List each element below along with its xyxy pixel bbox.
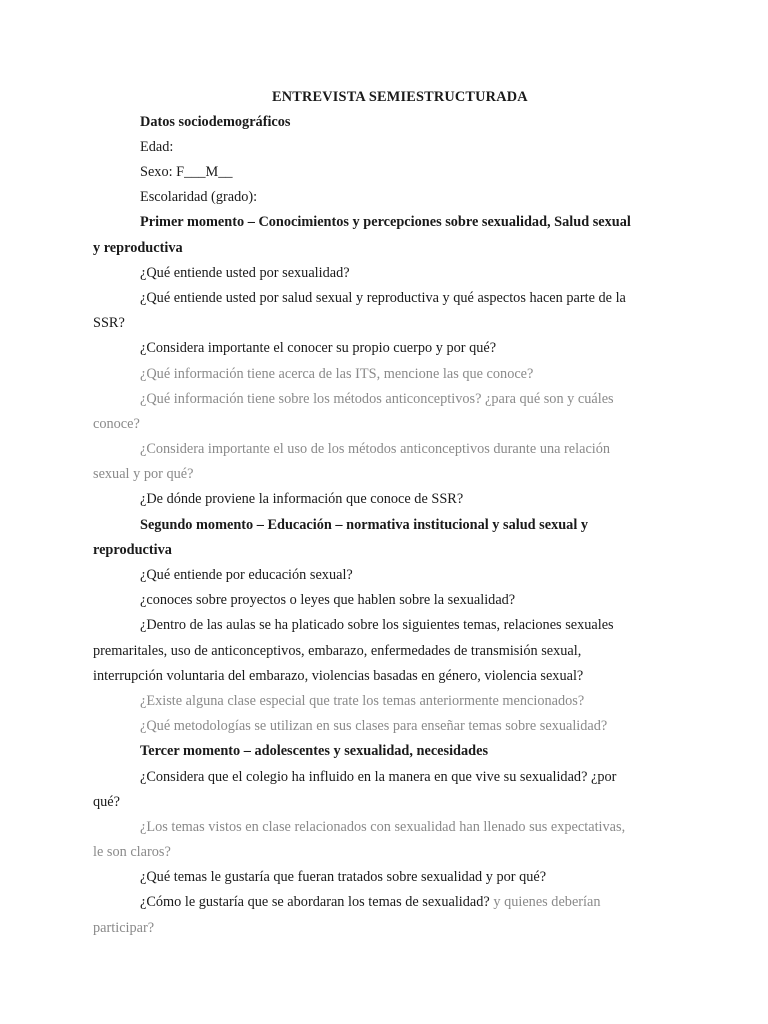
- section1-question: ¿De dónde proviene la información que conoce de SSR?: [140, 491, 464, 507]
- document-title: ENTREVISTA SEMIESTRUCTURADA: [272, 89, 528, 105]
- section2-question-cont: interrupción voluntaria del embarazo, violencias basadas en género, violencia sexual?: [93, 668, 584, 684]
- section3-question-faded: ¿Los temas vistos en clase relacionados con sexualidad han llenado sus expectativas,: [140, 819, 626, 835]
- section2-heading-cont: reproductiva: [93, 542, 172, 558]
- section2-question-cont: premaritales, uso de anticonceptivos, embarazo, enfermedades de transmisión sexual,: [93, 643, 582, 659]
- section1-question-faded-cont: sexual y por qué?: [93, 466, 194, 482]
- age-field-label: Edad:: [140, 139, 174, 155]
- section1-question-faded: ¿Considera importante el uso de los métodos anticonceptivos durante una relación: [140, 441, 611, 457]
- sex-field-label: Sexo: F___M__: [140, 164, 233, 180]
- section3-question: ¿Qué temas le gustaría que fueran tratados sobre sexualidad y por qué?: [140, 869, 547, 885]
- section3-question-faded-cont: le son claros?: [93, 844, 171, 860]
- section1-heading: Primer momento – Conocimientos y percepciones sobre sexualidad, Salud sexual: [140, 214, 631, 230]
- section1-question: ¿Qué entiende usted por salud sexual y reproductiva y qué aspectos hacen parte de la: [140, 290, 626, 306]
- section1-question-faded: ¿Qué información tiene sobre los métodos anticonceptivos? ¿para qué son y cuáles: [140, 391, 614, 407]
- section3-question-faded-cont: participar?: [93, 920, 155, 936]
- section2-question-faded: ¿Qué metodologías se utilizan en sus clases para enseñar temas sobre sexualidad?: [140, 718, 608, 734]
- section2-question: ¿Qué entiende por educación sexual?: [140, 567, 353, 583]
- section2-question: ¿conoces sobre proyectos o leyes que hablen sobre la sexualidad?: [140, 592, 516, 608]
- section2-question: ¿Dentro de las aulas se ha platicado sobre los siguientes temas, relaciones sexuales: [140, 617, 614, 633]
- schooling-field-label: Escolaridad (grado):: [140, 189, 258, 205]
- section1-heading-cont: y reproductiva: [93, 240, 183, 256]
- section3-question: ¿Considera que el colegio ha influido en la manera en que vive su sexualidad? ¿por: [140, 769, 617, 785]
- section1-question-faded: ¿Qué información tiene acerca de las ITS, mencione las que conoce?: [140, 366, 534, 382]
- section3-question-main: ¿Cómo le gustaría que se abordaran los temas de sexualidad?: [140, 894, 490, 910]
- section1-question: ¿Qué entiende usted por sexualidad?: [140, 265, 350, 281]
- section3-heading: Tercer momento – adolescentes y sexualidad, necesidades: [140, 743, 489, 759]
- section1-question-cont: SSR?: [93, 315, 125, 331]
- demographics-heading: Datos sociodemográficos: [140, 114, 291, 130]
- section1-question-faded-cont: conoce?: [93, 416, 140, 432]
- section3-question-cont: qué?: [93, 794, 120, 810]
- section2-heading: Segundo momento – Educación – normativa institucional y salud sexual y: [140, 517, 589, 533]
- section3-question-faded-part: y quienes deberían: [489, 894, 601, 910]
- section3-question: [140, 893, 601, 911]
- section1-question: ¿Considera importante el conocer su propio cuerpo y por qué?: [140, 340, 497, 356]
- section2-question-faded: ¿Existe alguna clase especial que trate los temas anteriormente mencionados?: [140, 693, 585, 709]
